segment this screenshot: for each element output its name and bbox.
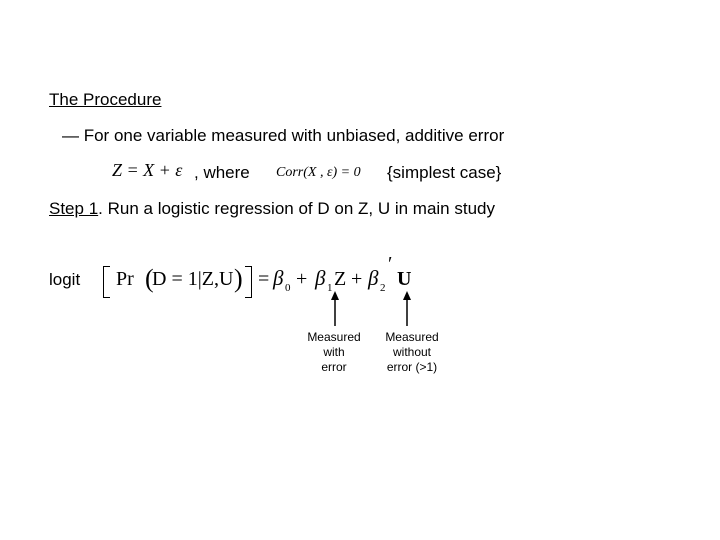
- arrow-right: [403, 291, 411, 326]
- ann-right-line3: error (>1): [386, 360, 438, 374]
- equation-z: Z = X + ε: [112, 160, 183, 180]
- beta0: β: [273, 266, 284, 290]
- ann-left-line1: Measured: [307, 330, 361, 344]
- annotation-measured-with-error: [297, 330, 371, 375]
- ann-left-line3: error: [321, 360, 347, 374]
- equation-corr: Corr(X , ε) = 0: [276, 165, 361, 180]
- step-line: [49, 199, 495, 219]
- close-paren: ): [234, 264, 243, 293]
- arrow-left: [331, 291, 339, 326]
- beta1: β: [315, 266, 326, 290]
- bullet-line: — For one variable measured with unbiased, additive error: [62, 126, 505, 145]
- ann-right-line2: without: [392, 345, 432, 359]
- pr-args: D = 1|Z,U: [152, 268, 234, 290]
- u-variable: U: [397, 268, 412, 290]
- beta0-subscript: 0: [285, 282, 291, 294]
- plus-2: +: [351, 268, 363, 290]
- z-variable: Z: [334, 268, 347, 290]
- open-paren: (: [145, 264, 154, 293]
- pr-label: Pr: [116, 268, 134, 290]
- step-label: Step 1: [49, 199, 99, 218]
- annotation-measured-without-error: [372, 330, 452, 375]
- right-square-bracket: [245, 266, 252, 298]
- step-text: . Run a logistic regression of D on Z, U in main study: [98, 199, 495, 218]
- left-square-bracket: [103, 266, 110, 298]
- title-text: The Procedure: [49, 90, 162, 109]
- prime-mark: ′: [388, 253, 393, 275]
- beta2-subscript: 2: [380, 282, 386, 294]
- beta1-subscript: 1: [327, 282, 333, 294]
- simplest-case-text: {simplest case}: [387, 163, 502, 182]
- ann-right-line1: Measured: [385, 330, 439, 344]
- logit-label: logit: [49, 270, 81, 289]
- equals-sign: =: [258, 268, 270, 290]
- beta2: β: [368, 266, 379, 290]
- slide-title: [49, 90, 161, 110]
- ann-left-line2: with: [323, 345, 345, 359]
- plus-1: +: [296, 268, 308, 290]
- where-text: , where: [194, 163, 250, 182]
- annotation-arrows: [320, 290, 420, 328]
